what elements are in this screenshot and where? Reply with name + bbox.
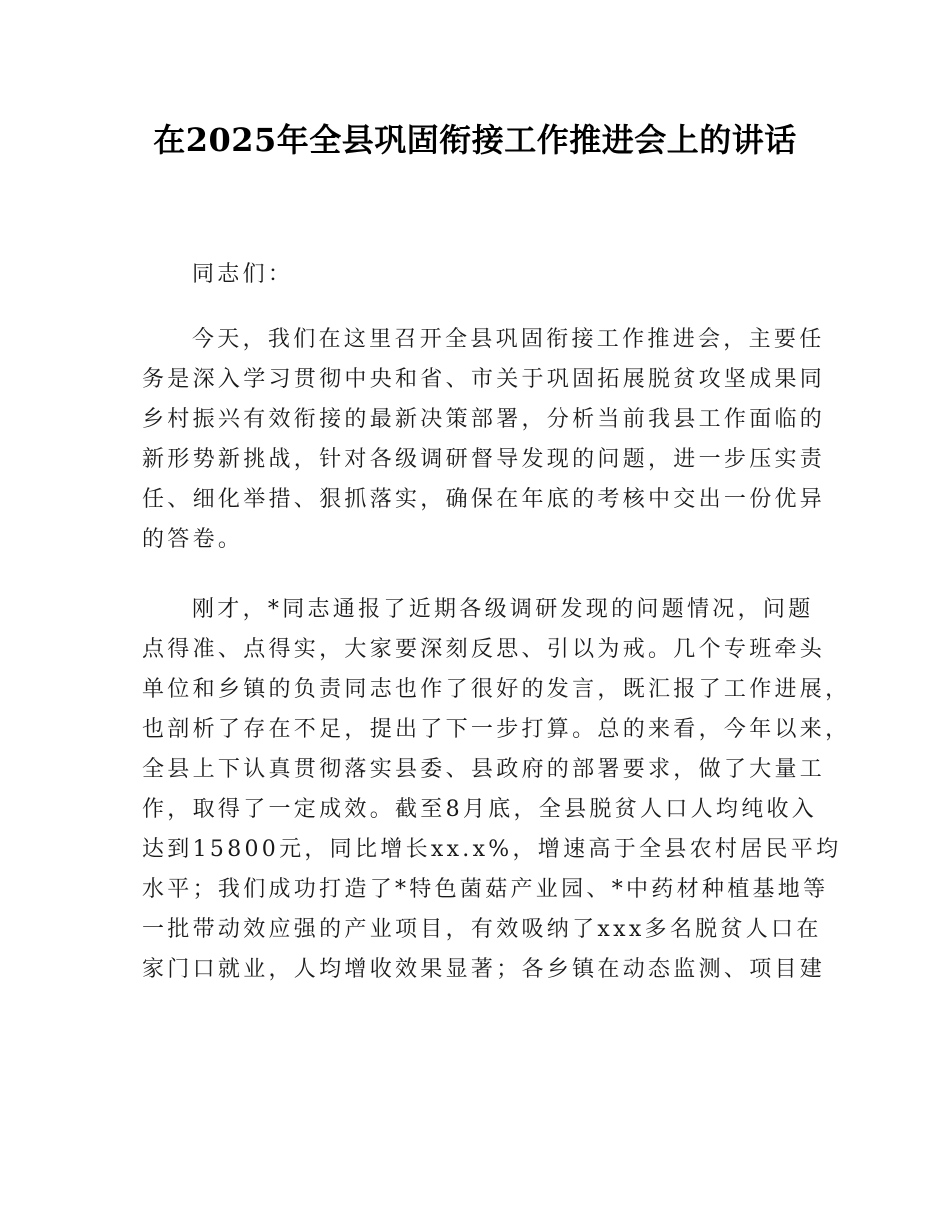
paragraph-1-line-6: 的答卷。 bbox=[142, 527, 244, 552]
paragraph-1-line-4: 新形势新挑战，针对各级调研督导发现的问题，进一步压实责 bbox=[142, 447, 826, 472]
paragraph-2-line-7: 达到15800元，同比增长xx.x%，增速高于全县农村居民平均 bbox=[142, 837, 842, 862]
paragraph-1-line-1: 今天，我们在这里召开全县巩固衔接工作推进会，主要任 bbox=[192, 327, 825, 352]
paragraph-1-line-3: 乡村振兴有效衔接的最新决策部署，分析当前我县工作面临的 bbox=[142, 407, 826, 432]
paragraph-2-line-4: 也剖析了存在不足，提出了下一步打算。总的来看，今年以来， bbox=[142, 717, 851, 742]
paragraph-2-line-8: 水平；我们成功打造了*特色菌菇产业园、*中药材种植基地等 bbox=[142, 877, 829, 902]
paragraph-2-line-1: 刚才，*同志通报了近期各级调研发现的问题情况，问题 bbox=[192, 597, 814, 622]
paragraph-1-line-5: 任、细化举措、狠抓落实，确保在年底的考核中交出一份优异 bbox=[142, 487, 826, 512]
salutation: 同志们： bbox=[192, 262, 294, 287]
paragraph-1-line-2: 务是深入学习贯彻中央和省、市关于巩固拓展脱贫攻坚成果同 bbox=[142, 367, 826, 392]
paragraph-2-line-3: 单位和乡镇的负责同志也作了很好的发言，既汇报了工作进展， bbox=[142, 677, 851, 702]
paragraph-2-line-9: 一批带动效应强的产业项目，有效吸纳了xxx多名脱贫人口在 bbox=[142, 917, 822, 942]
paragraph-2-line-10: 家门口就业，人均增收效果显著；各乡镇在动态监测、项目建 bbox=[142, 957, 826, 982]
paragraph-2-line-5: 全县上下认真贯彻落实县委、县政府的部署要求，做了大量工 bbox=[142, 757, 826, 782]
paragraph-2-line-2: 点得准、点得实，大家要深刻反思、引以为戒。几个专班牵头 bbox=[142, 637, 826, 662]
paragraph-2-line-6: 作，取得了一定成效。截至8月底，全县脱贫人口人均纯收入 bbox=[142, 797, 818, 822]
document-title: 在2025年全县巩固衔接工作推进会上的讲话 bbox=[153, 121, 797, 159]
